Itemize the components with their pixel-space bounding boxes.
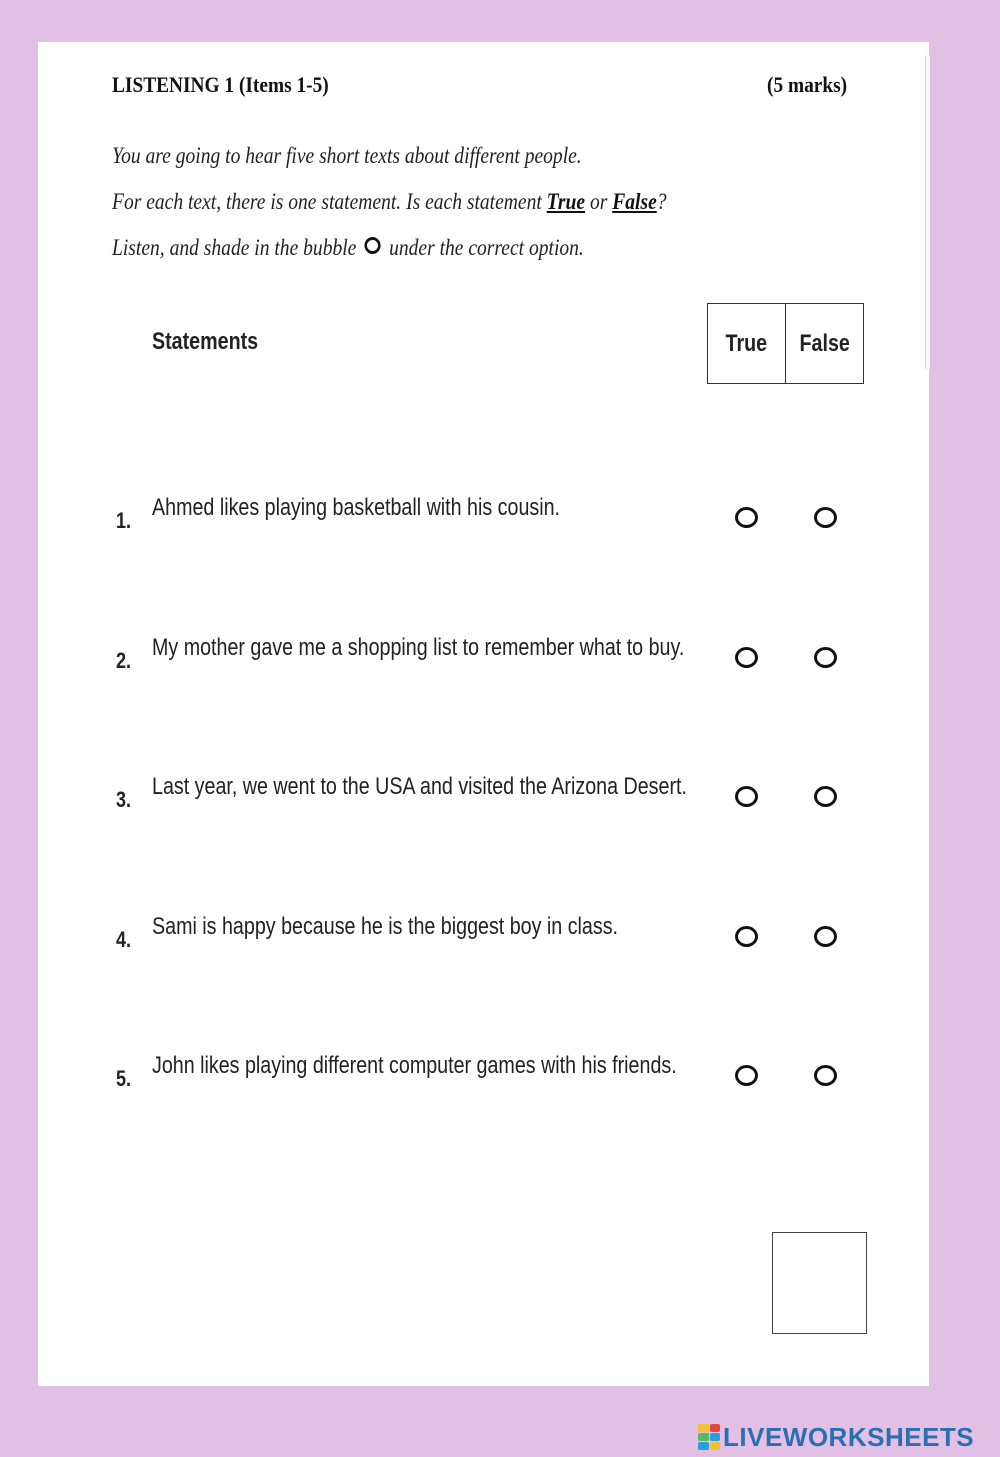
true-header-label: True xyxy=(725,329,768,357)
statement-text: John likes playing different computer games with his friends. xyxy=(152,1052,677,1079)
liveworksheets-logo-icon xyxy=(698,1424,720,1450)
section-title: LISTENING 1 (Items 1-5) xyxy=(112,72,329,97)
statement-item-3 xyxy=(0,773,891,821)
instruction-line-1 xyxy=(112,143,582,169)
marks-label: (5 marks) xyxy=(767,72,848,97)
true-bubble[interactable] xyxy=(735,1065,758,1086)
item-number: 1. xyxy=(116,508,132,533)
score-box[interactable] xyxy=(772,1232,867,1334)
true-bubble[interactable] xyxy=(735,507,758,528)
statement-text: My mother gave me a shopping list to remember what to buy. xyxy=(152,634,685,661)
false-word: False xyxy=(612,189,657,214)
brand-footer[interactable] xyxy=(698,1421,974,1453)
statement-item-4 xyxy=(0,913,891,961)
instruction-text: You are going to hear five short texts about different people. xyxy=(112,143,582,168)
instruction-text: Listen, and shade in the bubble xyxy=(112,235,357,260)
brand-name: LIVEWORKSHEETS xyxy=(723,1421,975,1452)
instruction-line-2 xyxy=(112,189,667,215)
item-number: 4. xyxy=(116,927,132,952)
statement-item-5 xyxy=(0,1052,891,1100)
statement-text: Sami is happy because he is the biggest boy in class. xyxy=(152,913,619,940)
statement-text: Ahmed likes playing basketball with his cousin. xyxy=(152,494,561,521)
instruction-line-3 xyxy=(112,235,584,261)
statement-item-2 xyxy=(0,634,891,682)
statement-item-1 xyxy=(0,494,891,542)
bubble-icon xyxy=(365,237,381,254)
false-bubble[interactable] xyxy=(814,647,837,668)
item-number: 2. xyxy=(116,648,132,673)
instruction-text: under the correct option. xyxy=(389,235,584,260)
item-number: 5. xyxy=(116,1066,132,1091)
false-column-header xyxy=(785,304,863,383)
false-header-label: False xyxy=(799,329,850,357)
instruction-text: ? xyxy=(656,189,667,214)
page-scroll-edge xyxy=(925,55,930,370)
false-bubble[interactable] xyxy=(814,926,837,947)
false-bubble[interactable] xyxy=(814,786,837,807)
true-word: True xyxy=(546,189,586,214)
true-bubble[interactable] xyxy=(735,926,758,947)
item-number: 3. xyxy=(116,787,132,812)
true-false-header xyxy=(707,303,864,384)
instruction-text: or xyxy=(585,189,613,214)
true-column-header xyxy=(708,304,785,383)
statement-text: Last year, we went to the USA and visited the Arizona Desert. xyxy=(152,773,687,800)
true-bubble[interactable] xyxy=(735,647,758,668)
false-bubble[interactable] xyxy=(814,507,837,528)
true-bubble[interactable] xyxy=(735,786,758,807)
statements-header: Statements xyxy=(152,328,259,355)
false-bubble[interactable] xyxy=(814,1065,837,1086)
instruction-text: For each text, there is one statement. Is each statement xyxy=(112,189,547,214)
